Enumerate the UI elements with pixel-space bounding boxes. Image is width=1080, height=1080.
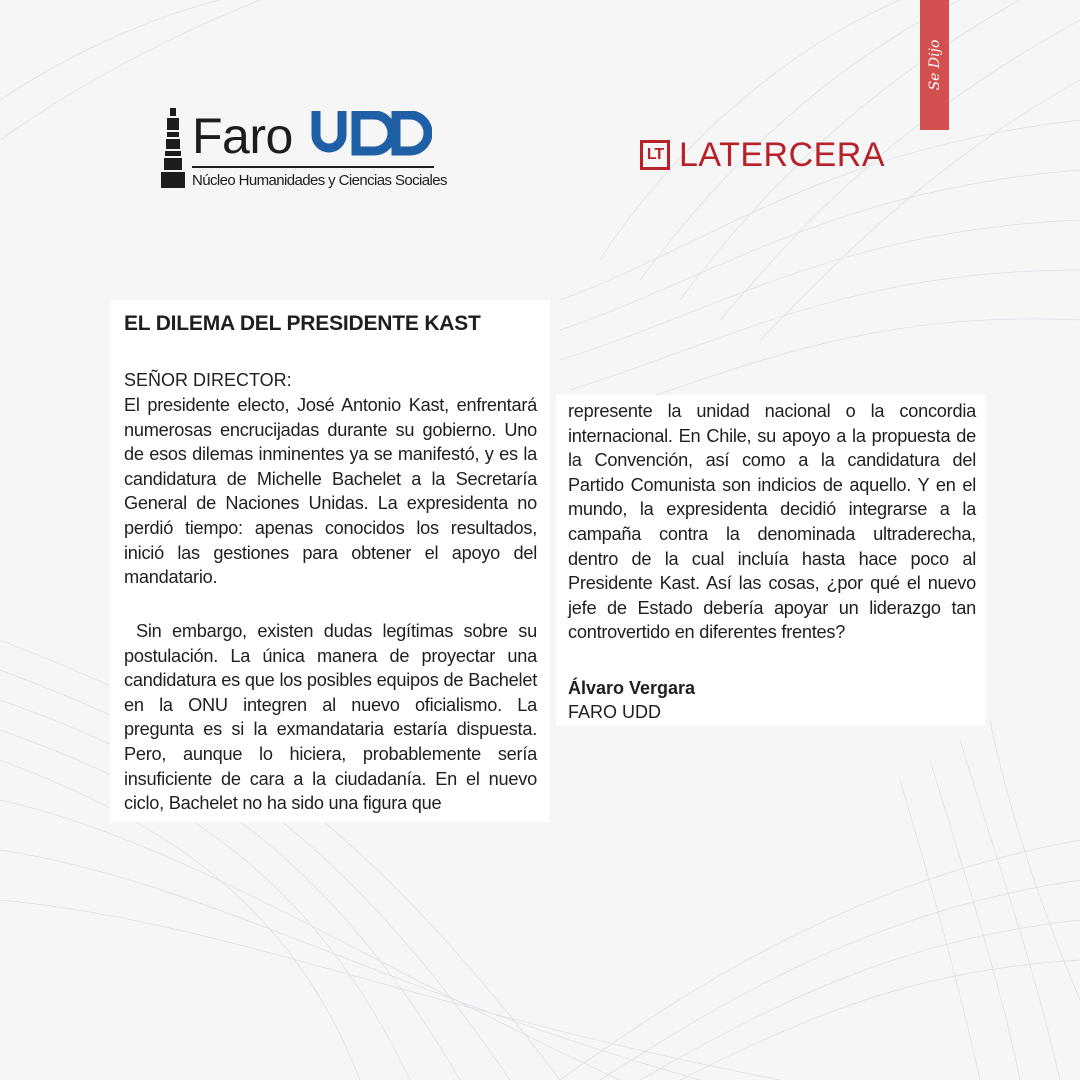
udd-text: UDD xyxy=(310,111,311,112)
faro-name: Faro xyxy=(192,108,293,164)
article-clipping-right xyxy=(556,395,986,725)
article-salutation: SEÑOR DIRECTOR: xyxy=(124,370,292,390)
article-author: Álvaro Vergara xyxy=(568,678,696,698)
article-headline: EL DILEMA DEL PRESIDENTE KAST xyxy=(124,312,481,335)
article-organization: FARO UDD xyxy=(568,702,662,722)
article-paragraph-2: Sin embargo, existen dudas legítimas sobre su postulación. La única manera de proyectar una candidatura es que los posibles equipos de Bachelet en la ONU integren al nuevo oficialismo. La pregunta es si la exmandataria estaría dispuesta. Pero, aunque lo hiciera, probablemente sería insuficiente de cara a la ciudadanía. En el nuevo ciclo, Bachelet no ha sido una figura que xyxy=(124,621,537,814)
se-dijo-label: Se Dijo xyxy=(926,39,943,91)
udd-wordmark xyxy=(310,111,432,157)
article-paragraph-1: El presidente electo, José Antonio Kast, enfrentará numerosas encrucijadas durante su gobierno. Uno de esos dilemas inminentes ya se manifestó, y es la candidatura de Michelle Bachelet a la Secretaría General de Naciones Unidas. La expresidenta no perdió tiempo: apenas conocidos los resultados, inició las gestiones para obtener el apoyo del mandatario. xyxy=(124,395,537,588)
se-dijo-tab xyxy=(920,0,949,130)
article-paragraph-3: represente la unidad nacional o la concordia internacional. En Chile, su apoyo a la propuesta de la Convención, así como a la candidatura del Partido Comunista son indicios de aquello. Y en el mundo, la expresidenta decidió integrarse a la campaña contra la denominada ultraderecha, dentro de la cual incluía hasta hace poco al Presidente Kast. Así las cosas, ¿por qué el nuevo jefe de Estado debería apoyar un liderazgo tan controvertido en diferentes frentes? xyxy=(568,401,976,643)
article-clipping-left xyxy=(110,300,550,822)
lt-badge: LT xyxy=(640,140,670,170)
faro-divider xyxy=(192,166,434,168)
lighthouse-icon xyxy=(158,108,188,188)
faro-udd-logo xyxy=(158,108,448,194)
faro-wordmark xyxy=(192,108,432,164)
la-tercera-logo xyxy=(640,138,885,172)
faro-subtitle: Núcleo Humanidades y Ciencias Sociales xyxy=(192,172,447,189)
la-tercera-wordmark: LATERCERA xyxy=(679,136,886,174)
